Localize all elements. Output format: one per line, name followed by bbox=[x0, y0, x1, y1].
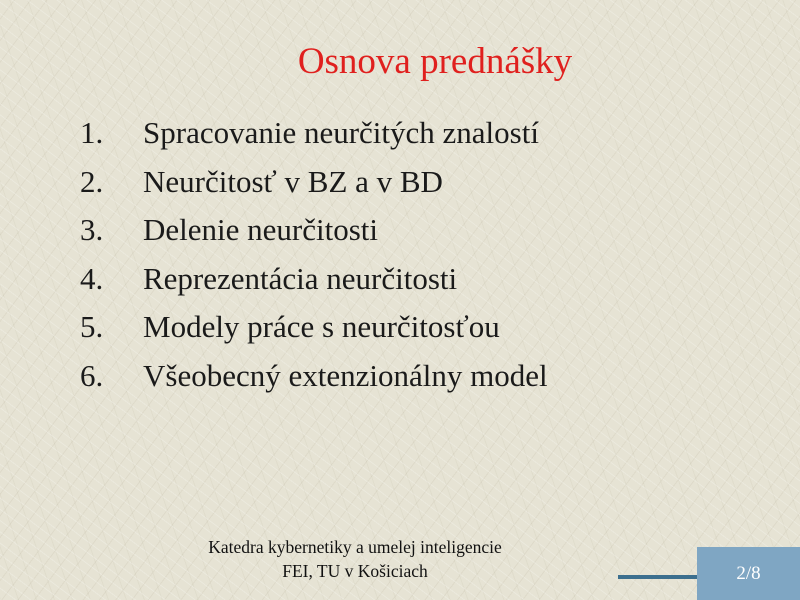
item-number: 6. bbox=[80, 357, 104, 393]
item-text: Reprezentácia neurčitosti bbox=[143, 260, 458, 296]
item-number: 4. bbox=[80, 260, 104, 296]
item-text: Modely práce s neurčitosťou bbox=[143, 309, 500, 344]
item-text: Delenie neurčitosti bbox=[143, 212, 378, 247]
item-number: 5. bbox=[80, 309, 104, 344]
item-text: Spracovanie neurčitých znalostí bbox=[143, 115, 539, 150]
slide-title: Osnova prednášky bbox=[297, 41, 573, 82]
slide-footer bbox=[140, 535, 570, 583]
item-number: 1. bbox=[80, 115, 104, 150]
footer-institution: FEI, TU v Košiciach bbox=[282, 561, 428, 581]
page-number: 2/8 bbox=[736, 563, 761, 584]
accent-bar bbox=[618, 575, 698, 579]
item-text: Všeobecný extenzionálny model bbox=[143, 357, 548, 393]
item-number: 3. bbox=[80, 212, 104, 247]
footer-department: Katedra kybernetiky a umelej inteligencie bbox=[208, 537, 502, 557]
item-number: 2. bbox=[80, 163, 104, 199]
item-text: Neurčitosť v BZ a v BD bbox=[143, 163, 443, 199]
page-number-box bbox=[697, 547, 800, 600]
